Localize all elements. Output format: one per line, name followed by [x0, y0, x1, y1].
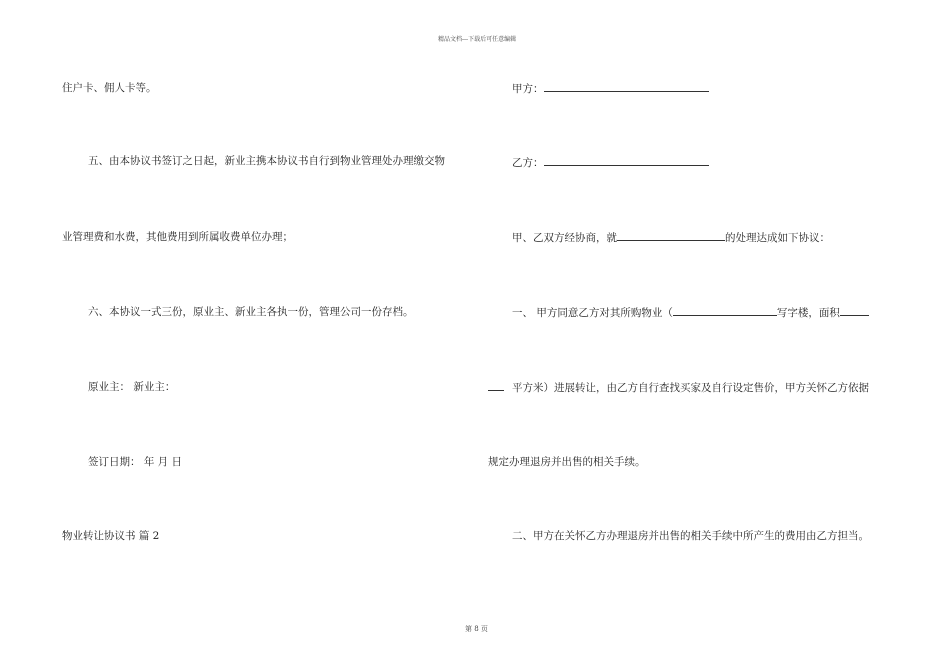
left-line-4: 六、本协议一式三份，原业主、新业主各执一份，管理公司一份存档。	[88, 306, 414, 318]
matter-blank	[617, 230, 725, 241]
party-a-line	[512, 81, 709, 96]
page-header-note: 精品文档---下载后可任意编辑	[438, 36, 517, 43]
right-line-3-start: 甲、乙双方经协商，就	[512, 232, 617, 244]
party-b-label: 乙方：	[512, 157, 544, 169]
right-line-4-mid: 写字楼，面积	[776, 307, 840, 319]
left-line-7: 物业转让协议书 篇 2	[62, 530, 160, 542]
area-blank-1	[840, 305, 869, 316]
left-line-5: 原业主： 新业主：	[88, 381, 176, 393]
area-blank-2	[488, 380, 504, 391]
party-a-label: 甲方：	[512, 83, 544, 95]
left-line-1: 住户卡、佣人卡等。	[62, 82, 157, 94]
left-line-3: 业管理费和水费，其他费用到所属收费单位办理；	[62, 231, 293, 243]
right-line-6: 规定办理退房并出售的相关手续。	[488, 456, 646, 468]
right-line-7: 二、甲方在关怀乙方办理退房并出售的相关手续中所产生的费用由乙方担当。	[512, 530, 869, 542]
right-line-5	[488, 380, 869, 395]
party-b-line	[512, 155, 709, 170]
page-number: 第 8 页	[465, 625, 488, 633]
right-line-4	[512, 305, 869, 320]
right-line-3-end: 的处理达成如下协议：	[725, 232, 830, 244]
left-line-6: 签订日期： 年 月 日	[88, 456, 183, 468]
party-b-blank	[544, 155, 709, 166]
left-line-2: 五、由本协议书签订之日起，新业主携本协议书自行到物业管理处办理缴交物	[88, 155, 445, 167]
right-line-4-start: 一、 甲方同意乙方对其所购物业（	[512, 307, 673, 319]
right-line-5-text: 平方米）进展转让，由乙方自行查找买家及自行设定售价，甲方关怀乙方依据	[512, 382, 869, 394]
right-line-3	[512, 230, 830, 245]
party-a-blank	[544, 81, 709, 92]
property-blank	[673, 305, 777, 316]
